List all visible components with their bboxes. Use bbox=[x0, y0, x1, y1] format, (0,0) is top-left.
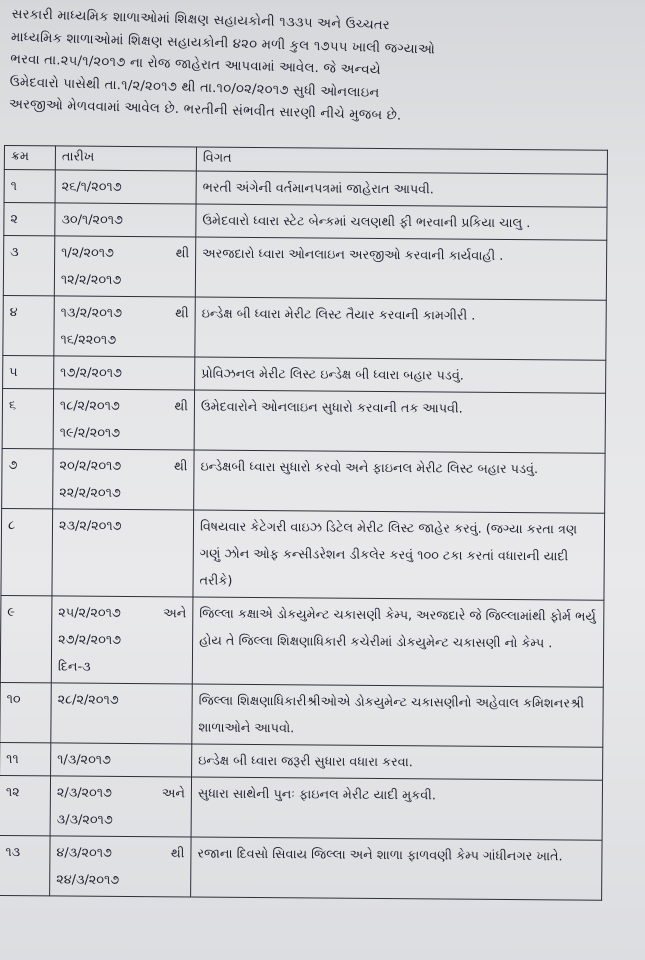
date-conjunction: થી bbox=[175, 246, 190, 262]
row-detail: ઇન્ડેક્ષબી ધ્વારા સુધારો કરવો અને ફાઇનલ મેરીટ લિસ્ટ બહાર પડવું. bbox=[194, 450, 605, 513]
date-conjunction: થી bbox=[174, 399, 189, 415]
table-row bbox=[0, 835, 602, 900]
date-conjunction: થી bbox=[175, 306, 189, 322]
row-detail: ઉમેદવારો ધ્વારા સ્ટેટ બેન્કમાં ચલણથી ફી ભરવાની પ્રકિયા ચાલુ . bbox=[196, 204, 607, 240]
start-date: ૨/૩/૨૦૧૭ bbox=[56, 785, 113, 801]
row-date bbox=[53, 449, 194, 510]
row-detail: પ્રોવિઝનલ મેરીટ લિસ્ટ ઇન્ડેક્ષ બી ધ્વારા બહાર પડવું. bbox=[195, 357, 606, 393]
recruitment-schedule-table bbox=[0, 145, 608, 901]
row-serial: ૮ bbox=[1, 508, 53, 595]
date-conjunction: થી bbox=[170, 846, 185, 862]
start-date: ૧૩/૨/૨૦૧૭ bbox=[60, 305, 123, 321]
table-row bbox=[0, 682, 603, 747]
start-date: ૨૫/૨/૨૦૧૭ bbox=[58, 605, 121, 621]
header-date: તારીખ bbox=[55, 146, 196, 171]
start-date: ૨૮/૨/૨૦૧૭ bbox=[57, 692, 119, 708]
end-date: ૨૭/૨/૨૦૧૭ bbox=[58, 632, 122, 648]
row-detail: ઇન્ડેક્ષ બી ધ્વારા જરૂરી સુધારા વધારા કરવા. bbox=[192, 744, 603, 780]
row-date bbox=[54, 296, 195, 357]
start-date: ૨૩/૨/૨૦૧૭ bbox=[58, 518, 122, 534]
start-date: ૨૦/૨/૨૦૧૭ bbox=[59, 458, 122, 474]
end-date: ૨૪/૩/૨૦૧૭ bbox=[56, 872, 120, 888]
table-row bbox=[0, 742, 603, 780]
intro-line: માધ્યમિક શાળાઓમાં શિક્ષણ સહાયકોની ૪૨૦ મળી કુલ ૧૭૫૫ ખાલી જગ્યાઓ bbox=[10, 29, 436, 58]
row-serial: ૧ bbox=[4, 170, 55, 203]
row-serial: ૧૧ bbox=[0, 742, 51, 775]
row-detail: વિષયવાર કેટેગરી વાઇઝ ડિટેલ મેરીટ લિસ્ટ જાહેર કરવું. (જગ્યા કરતા ત્રણ ગણું ઝોન ઓફ કન્સીડરેશન ડીકલેર કરવું ૧૦૦ ટકા કરતાં વધારાની યાદી તરીકે) bbox=[193, 510, 605, 600]
row-serial: ૨ bbox=[4, 203, 55, 236]
table-row bbox=[4, 203, 607, 241]
table-row bbox=[1, 508, 605, 600]
row-detail: સુધારા સાથેની પુનઃ ફાઇનલ મેરીટ યાદી મુકવી. bbox=[191, 777, 602, 840]
intro-line: સરકારી માધ્યમિક શાળાઓમાં શિક્ષણ સહાયકોની ૧૩૩૫ અને ઉચ્ચતર bbox=[11, 6, 391, 34]
row-date bbox=[54, 236, 195, 297]
header-serial: ક્રમ bbox=[4, 146, 55, 170]
row-serial: ૧૩ bbox=[0, 835, 50, 895]
date-conjunction: થી bbox=[173, 459, 188, 475]
table-row bbox=[4, 170, 607, 208]
table-row bbox=[3, 355, 606, 393]
row-detail: ઉમેદવારોને ઓનલાઇન સુધારો કરવાની તક આપવી. bbox=[194, 390, 605, 453]
intro-line: ભરવા તા.૨૫/૧/૨૦૧૭ ના રોજ જાહેરાત આપવામાં આવેલ. જે અન્વયે bbox=[10, 52, 381, 79]
table-row bbox=[0, 595, 604, 687]
row-serial: ૭ bbox=[2, 448, 53, 508]
row-detail: ભરતી અંગેની વર્તમાનપત્રમાં જાહેરાત આપવી. bbox=[196, 171, 607, 207]
table-row bbox=[2, 448, 605, 513]
end-date: ૩/૩/૨૦૧૭ bbox=[56, 812, 113, 828]
date-conjunction: અને bbox=[163, 606, 187, 622]
intro-line: અરજીઓ મેળવવામાં આવેલ છે. ભરતીની સંભવીત સારણી નીચે મુજબ છે. bbox=[8, 97, 402, 124]
row-date bbox=[55, 170, 196, 204]
row-detail: જિલ્લા શિક્ષણાધિકારીશ્રીઓએ ડોકયુમેન્ટ ચકાસણીનો અહેવાલ કમિશનરશ્રી શાળાઓને આપવો. bbox=[192, 684, 603, 747]
row-serial: ૫ bbox=[3, 355, 54, 388]
date-conjunction: અને bbox=[161, 786, 185, 802]
row-detail: અરજદારો ધ્વારા ઓનલાઇન અરજીઓ કરવાની કાર્યવાહી . bbox=[195, 237, 606, 300]
start-date: ૨૬/૧/૨૦૧૭ bbox=[61, 179, 122, 195]
row-date bbox=[51, 596, 193, 684]
row-detail: જિલ્લા કક્ષાએ ડોકયુમેન્ટ ચકાસણી કેમ્પ, અરજદારે જે જિલ્લામાંથી ફોર્મ ભર્યુ હોય તે જિલ્લા શિક્ષણાધિકારી કચેરીમાં ડોકયુમેન્ટ ચકાસણી નો કેમ્પ . bbox=[192, 597, 604, 687]
row-date bbox=[51, 743, 192, 777]
start-date: ૪/૩/૨૦૧૭ bbox=[56, 845, 112, 861]
row-date bbox=[52, 509, 194, 597]
row-serial: ૧૨ bbox=[0, 775, 51, 835]
row-detail: રજાના દિવસો સિવાય જિલ્લા અને શાળા ફાળવણી કેમ્પ ગાંધીનગર ખાતે. bbox=[191, 837, 602, 900]
start-date: ૧૮/૨/૨૦૧૭ bbox=[59, 398, 120, 414]
end-date: ૧૨/૨/૨૦૧૭ bbox=[60, 272, 122, 288]
row-serial: ૪ bbox=[3, 295, 54, 355]
row-date bbox=[50, 776, 191, 837]
row-date bbox=[54, 356, 195, 390]
row-date bbox=[55, 203, 196, 237]
start-date: ૧૭/૨/૨૦૧૭ bbox=[60, 365, 122, 381]
header-detail: વિગત bbox=[196, 147, 607, 174]
intro-paragraph bbox=[9, 4, 637, 135]
table-row bbox=[0, 775, 603, 840]
table-row bbox=[3, 236, 606, 301]
start-date: ૧/૨/૨૦૧૭ bbox=[61, 245, 115, 261]
row-serial: ૧૦ bbox=[0, 682, 51, 742]
row-serial: ૩ bbox=[3, 236, 54, 296]
duration-label: દિન-૩ bbox=[57, 659, 91, 675]
end-date: ૧૬/૨૨૦૧૭ bbox=[60, 332, 117, 348]
row-serial: ૯ bbox=[0, 595, 52, 682]
end-date: ૧૯/૨/૨૦૧૭ bbox=[59, 425, 121, 441]
row-date bbox=[53, 389, 194, 450]
end-date: ૨૨/૨/૨૦૧૭ bbox=[59, 485, 121, 501]
table-row bbox=[3, 295, 606, 360]
row-serial: ૬ bbox=[2, 388, 53, 448]
start-date: ૧/૩/૨૦૧૭ bbox=[57, 752, 112, 768]
intro-line: ઉમેદવારો પાસેથી તા.૧/૨/૨૦૧૭ થી તા.૧૦/૦૨/૨૦૧૭ સુધી ઓનલાઇન bbox=[9, 74, 380, 101]
start-date: ૩૦/૧/૨૦૧૭ bbox=[61, 212, 123, 228]
row-date bbox=[50, 836, 191, 897]
row-detail: ઇન્ડેક્ષ બી ધ્વારા મેરીટ લિસ્ટ તૈયાર કરવાની કામગીરી . bbox=[195, 297, 606, 360]
row-date bbox=[51, 683, 192, 744]
table-row bbox=[2, 388, 605, 453]
